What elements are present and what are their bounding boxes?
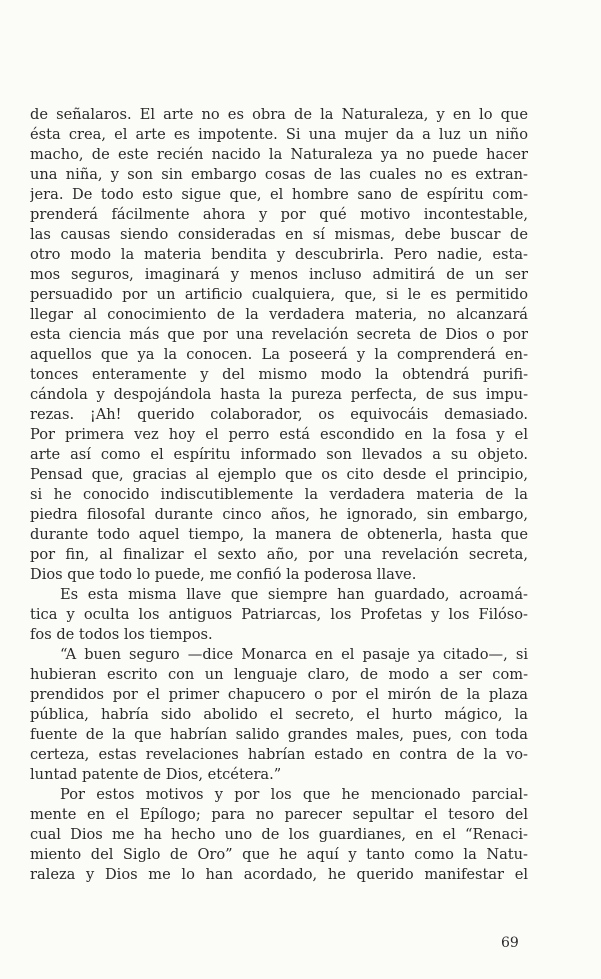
text-line: Pensad que, gracias al ejemplo que os cito desde el principio, (30, 466, 528, 483)
text-line: fuente de la que habrían salido grandes males, pues, con toda (30, 726, 528, 743)
text-line: cual Dios me ha hecho uno de los guardianes, en el “Renaci- (30, 826, 528, 843)
text-line: fos de todos los tiempos. (30, 626, 213, 643)
text-line: tica y oculta los antiguos Patriarcas, los Profetas y los Filóso- (30, 606, 528, 623)
text-line: jera. De todo esto sigue que, el hombre sano de espíritu com- (30, 186, 528, 203)
text-line: durante todo aquel tiempo, la manera de obtenerla, hasta que (30, 526, 528, 543)
text-line: cándola y despojándola hasta la pureza perfecta, de sus impu- (30, 386, 528, 403)
text-line: las causas siendo consideradas en sí mismas, debe buscar de (30, 226, 528, 243)
text-line: por fin, al finalizar el sexto año, por una revelación secreta, (30, 546, 528, 563)
text-line: raleza y Dios me lo han acordado, he querido manifestar el (30, 866, 528, 883)
text-line: tonces enteramente y del mismo modo la obtendrá purifi- (30, 366, 528, 383)
text-line: piedra filosofal durante cinco años, he ignorado, sin embargo, (30, 506, 528, 523)
page-number: 69 (501, 935, 519, 951)
text-line: ésta crea, el arte es impotente. Si una mujer da a luz un niño (30, 126, 528, 143)
text-line: si he conocido indiscutiblemente la verdadera materia de la (30, 486, 528, 503)
text-line: Por estos motivos y por los que he mencionado parcial- (60, 786, 528, 803)
text-line: pública, habría sido abolido el secreto, el hurto mágico, la (30, 706, 528, 723)
body-text (30, 105, 528, 885)
text-line: esta ciencia más que por una revelación secreta de Dios o por (30, 326, 528, 343)
text-line: Dios que todo lo puede, me confió la poderosa llave. (30, 566, 417, 583)
text-line: de señalaros. El arte no es obra de la Naturaleza, y en lo que (30, 106, 528, 123)
text-line: Por primera vez hoy el perro está escondido en la fosa y el (30, 426, 528, 443)
text-line: certeza, estas revelaciones habrían estado en contra de la vo- (30, 746, 528, 763)
text-line: “A buen seguro —dice Monarca en el pasaje ya citado—, si (60, 646, 528, 663)
text-line: Es esta misma llave que siempre han guardado, acroamá- (60, 586, 528, 603)
text-line: hubieran escrito con un lenguaje claro, de modo a ser com- (30, 666, 528, 683)
text-line: arte así como el espíritu informado son llevados a su objeto. (30, 446, 528, 463)
text-line: miento del Siglo de Oro” que he aquí y tanto como la Natu- (30, 846, 528, 863)
text-line: prenderá fácilmente ahora y por qué motivo incontestable, (30, 206, 528, 223)
text-line: una niña, y son sin embargo cosas de las cuales no es extran- (30, 166, 528, 183)
text-line: prendidos por el primer chapucero o por el mirón de la plaza (30, 686, 528, 703)
text-line: mente en el Epílogo; para no parecer sepultar el tesoro del (30, 806, 528, 823)
text-line: mos seguros, imaginará y menos incluso admitirá de un ser (30, 266, 528, 283)
text-line: macho, de este recién nacido la Naturaleza ya no puede hacer (30, 146, 528, 163)
text-line: rezas. ¡Ah! querido colaborador, os equivocáis demasiado. (30, 406, 528, 423)
text-line: aquellos que ya la conocen. La poseerá y la comprenderá en- (30, 346, 528, 363)
text-line: llegar al conocimiento de la verdadera materia, no alcanzará (30, 306, 528, 323)
text-line: luntad patente de Dios, etcétera.” (30, 766, 282, 783)
text-line: otro modo la materia bendita y descubrirla. Pero nadie, esta- (30, 246, 528, 263)
text-line: persuadido por un artificio cualquiera, que, si le es permitido (30, 286, 528, 303)
